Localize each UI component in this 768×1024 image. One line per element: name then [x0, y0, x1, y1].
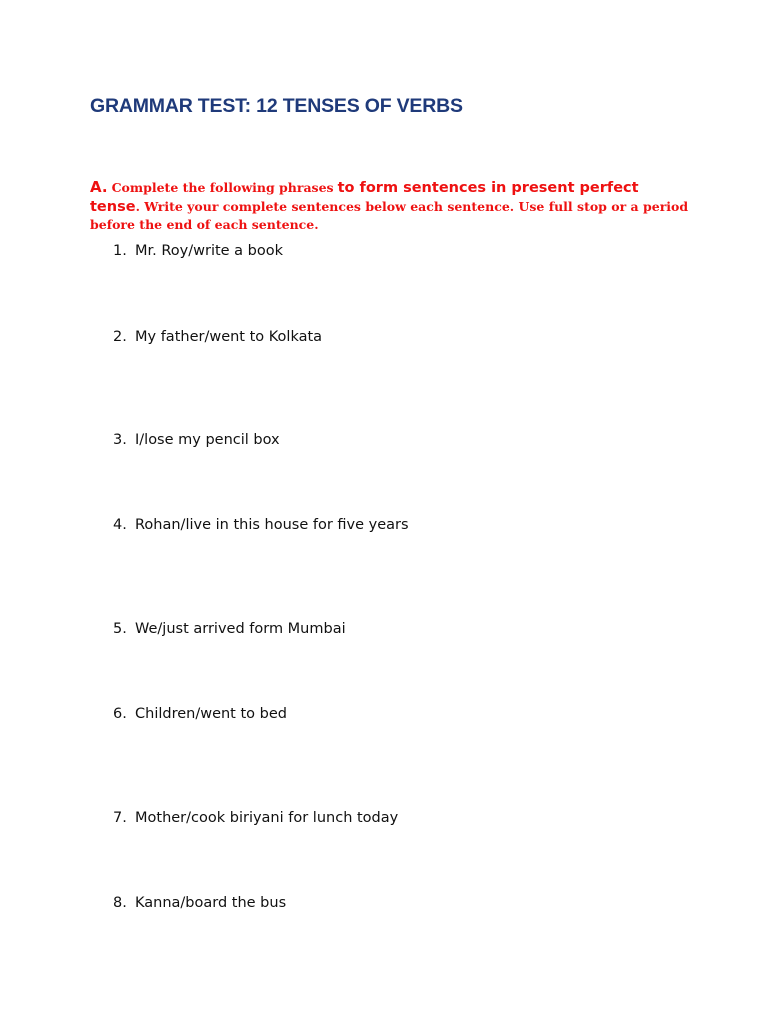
item-text: Rohan/live in this house for five years: [135, 517, 409, 533]
item-number: 4.: [113, 517, 127, 533]
list-item: [113, 810, 398, 826]
item-number: 5.: [113, 621, 127, 637]
item-number: 3.: [113, 432, 127, 448]
item-text: We/just arrived form Mumbai: [135, 621, 346, 637]
item-number: 2.: [113, 329, 127, 345]
list-item: [113, 621, 346, 637]
item-number: 7.: [113, 810, 127, 826]
instructions-part-2: to form sentences in present perfect tense: [90, 180, 639, 215]
item-text: Kanna/board the bus: [135, 895, 287, 911]
page-title: GRAMMAR TEST: 12 TENSES OF VERBS: [90, 95, 463, 117]
list-item: [113, 329, 322, 345]
list-item: [113, 432, 280, 448]
item-text: Children/went to bed: [135, 706, 287, 722]
item-text: Mother/cook biriyani for lunch today: [135, 810, 399, 826]
item-text: My father/went to Kolkata: [135, 329, 323, 345]
item-number: 8.: [113, 895, 127, 911]
item-number: 6.: [113, 706, 127, 722]
list-item: [113, 517, 409, 533]
item-number: 1.: [113, 243, 127, 259]
item-text: I/lose my pencil box: [135, 432, 280, 448]
list-item: [113, 706, 287, 722]
instructions-part-3: . Write your complete sentences below each sentence. Use full stop or a period before the end of each sentence.: [90, 198, 689, 232]
item-text: Mr. Roy/write a book: [135, 243, 284, 259]
section-a-letter: A.: [90, 178, 108, 196]
section-a-instructions: [90, 178, 690, 235]
instructions-part-1: Complete the following phrases: [111, 180, 334, 195]
list-item: [113, 895, 286, 911]
list-item: [113, 243, 283, 259]
